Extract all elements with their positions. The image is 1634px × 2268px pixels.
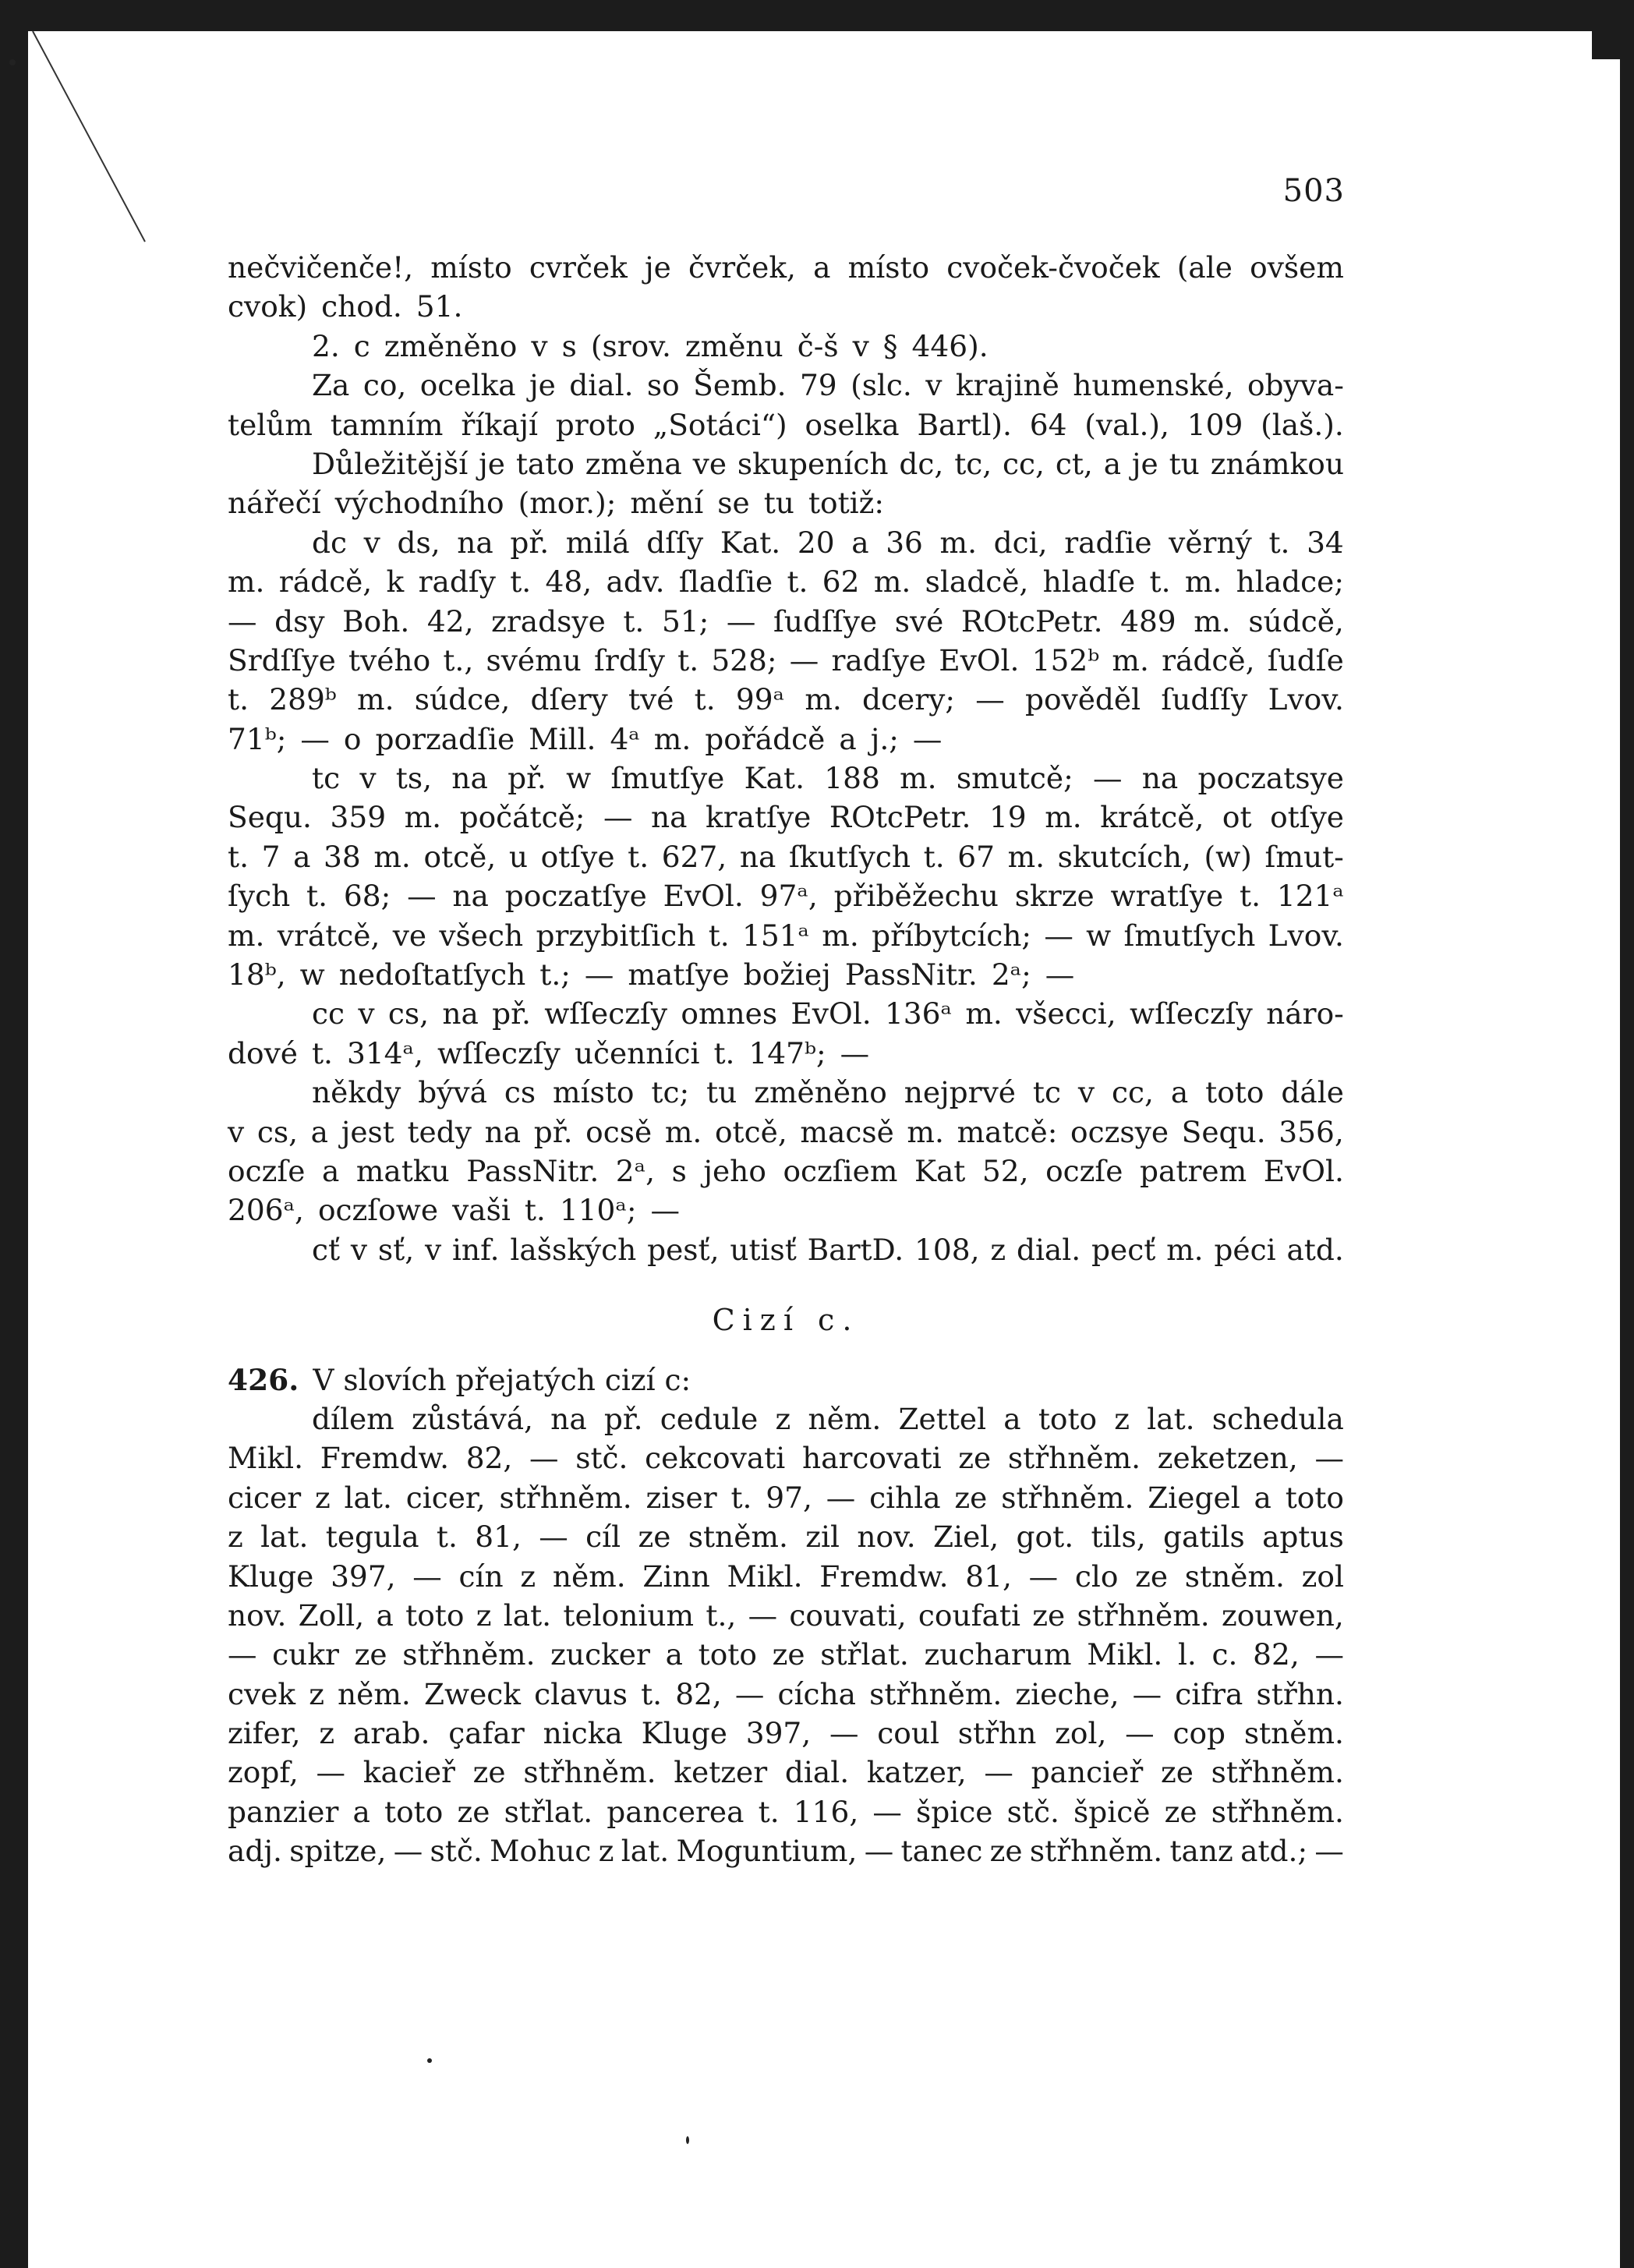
dust-speck	[686, 2136, 689, 2144]
text-line: cicer z lat. cicer, střhněm. ziser t. 97, — cihla ze střhněm. Ziegel a toto	[228, 1480, 1344, 1515]
text-line: Srdſſye tvého t., svému ſrdſy t. 528; — radſye EvOl. 152ᵇ m. rádcě, ſudſe	[228, 642, 1344, 678]
text-line: z lat. tegula t. 81, — cíl ze stněm. zil nov. Ziel, got. tils, gatils aptus	[228, 1520, 1344, 1555]
text-line: Sequ. 359 m. počátcě; — na kratſye ROtcPetr. 19 m. krátcě, ot otſye	[228, 800, 1344, 835]
text-line: telům tamním říkají proto „Sotáci“) oselka Bartl). 64 (val.), 109 (laš.).	[228, 407, 1344, 442]
text-line: — cukr ze střhněm. zucker a toto ze střlat. zucharum Mikl. l. c. 82, —	[228, 1637, 1344, 1672]
text-line: t. 7 a 38 m. otcě, u otſye t. 627, na ſkutſych t. 67 m. skutcích, (w) ſmut-	[228, 839, 1344, 874]
scan-corner	[1592, 31, 1620, 59]
text-line: nečvičenče!, místo cvrček je čvrček, a místo cvoček-čvoček (ale ovšem	[228, 250, 1344, 285]
text-line: Důležitější je tato změna ve skupeních dc, tc, cc, ct, a je tu známkou	[312, 446, 1344, 481]
text-line: 206ᵃ, oczſowe vaši t. 110ᵃ; —	[228, 1193, 681, 1228]
text-line: cvek z něm. Zweck clavus t. 82, — cícha střhněm. zieche, — cifra střhn.	[228, 1676, 1344, 1711]
text-line: — dsy Boh. 42, zradsye t. 51; — ſudſſye své ROtcPetr. 489 m. súdcě,	[228, 603, 1344, 639]
text-line: t. 289ᵇ m. súdce, dſery tvé t. 99ᵃ m. dcery; — pověděl ſudſſy Lvov.	[228, 682, 1344, 717]
scan-edge-left	[0, 0, 28, 2268]
page-number: 503	[1282, 173, 1345, 209]
text-line: cvok) chod. 51.	[228, 289, 463, 324]
text-line: m. vrátcě, ve všech przybitſich t. 151ᵃ m. příbytcích; — w ſmutſych Lvov.	[228, 918, 1344, 953]
text-line: Kluge 397, — cín z něm. Zinn Mikl. Fremdw. 81, — clo ze stněm. zol	[228, 1559, 1344, 1594]
text-line: někdy bývá cs místo tc; tu změněno nejprvé tc v cc, a toto dále	[312, 1075, 1344, 1110]
text-line: tc v ts, na př. w ſmutſye Kat. 188 m. smutcě; — na poczatsye	[312, 761, 1344, 796]
text-line: Za co, ocelka je dial. so Šemb. 79 (slc. v krajině humenské, obyva-	[312, 368, 1344, 403]
scan-edge-right	[1620, 0, 1634, 2268]
page-fold-line	[28, 31, 184, 249]
text-line: zopf, — kacieř ze střhněm. ketzer dial. katzer, — pancieř ze střhněm.	[228, 1755, 1344, 1790]
text-line: cc v cs, na př. wſſeczſy omnes EvOl. 136ᵃ m. všecci, wſſeczſy náro-	[312, 996, 1344, 1031]
section-title: Cizí c.	[712, 1303, 860, 1338]
text-line: dové t. 314ᵃ, wſſeczſy učenníci t. 147ᵇ; —	[228, 1035, 870, 1070]
dust-speck	[427, 2058, 432, 2063]
text-line: nov. Zoll, a toto z lat. telonium t., — couvati, coufati ze střhněm. zouwen,	[228, 1598, 1344, 1633]
text-line: 71ᵇ; — o porzadſie Mill. 4ᵃ m. pořádcě a j.; —	[228, 721, 943, 756]
dust-speck	[9, 59, 16, 65]
text-line: V slovích přejatých cizí c:	[313, 1362, 691, 1397]
text-line: 2. c změněno v s (srov. změnu č-š v § 446).	[312, 328, 989, 363]
paragraph-426-heading	[228, 1360, 1344, 1399]
text-line: nářečí východního (mor.); mění se tu totiž:	[228, 486, 885, 521]
section-heading	[228, 1300, 1344, 1339]
text-line: m. rádcě, k radſy t. 48, adv. ſladſie t. 62 m. sladcě, hladſe t. m. hladce;	[228, 564, 1344, 600]
text-line: oczſe a matku PassNitr. 2ᵃ, s jeho oczſiem Kat 52, oczſe patrem EvOl.	[228, 1153, 1344, 1188]
text-line: dílem zůstává, na př. cedule z něm. Zettel a toto z lat. schedula	[312, 1401, 1344, 1436]
text-line: panzier a toto ze střlat. pancerea t. 116, — špice stč. špicě ze střhněm.	[228, 1794, 1344, 1829]
text-line: 18ᵇ, w nedoſtatſych t.; — matſye božiej PassNitr. 2ᵃ; —	[228, 957, 1075, 992]
text-line: cť v sť, v inf. lašských pesť, utisť BartD. 108, z dial. pecť m. péci atd.	[312, 1232, 1344, 1267]
text-line: dc v ds, na př. milá dſſy Kat. 20 a 36 m. dci, radſie věrný t. 34	[312, 525, 1344, 560]
text-line: adj. spitze, — stč. Mohuc z lat. Moguntium, — tanec ze střhněm. tanz atd.; —	[228, 1834, 1344, 1869]
text-line: ſych t. 68; — na poczatſye EvOl. 97ᵃ, přiběžechu skrze wratſye t. 121ᵃ	[228, 879, 1344, 914]
body-text	[228, 248, 1344, 1871]
text-line: zifer, z arab. ҫafar nicka Kluge 397, — coul střhn zol, — cop stněm.	[228, 1716, 1344, 1751]
text-line: v cs, a jest tedy na př. ocsě m. otcě, macsě m. matcě: oczsye Sequ. 356,	[228, 1114, 1344, 1149]
paragraph-number: 426.	[228, 1362, 299, 1397]
scan-edge-top	[28, 0, 1634, 31]
text-line: Mikl. Fremdw. 82, — stč. cekcovati harcovati ze střhněm. zeketzen, —	[228, 1441, 1344, 1476]
